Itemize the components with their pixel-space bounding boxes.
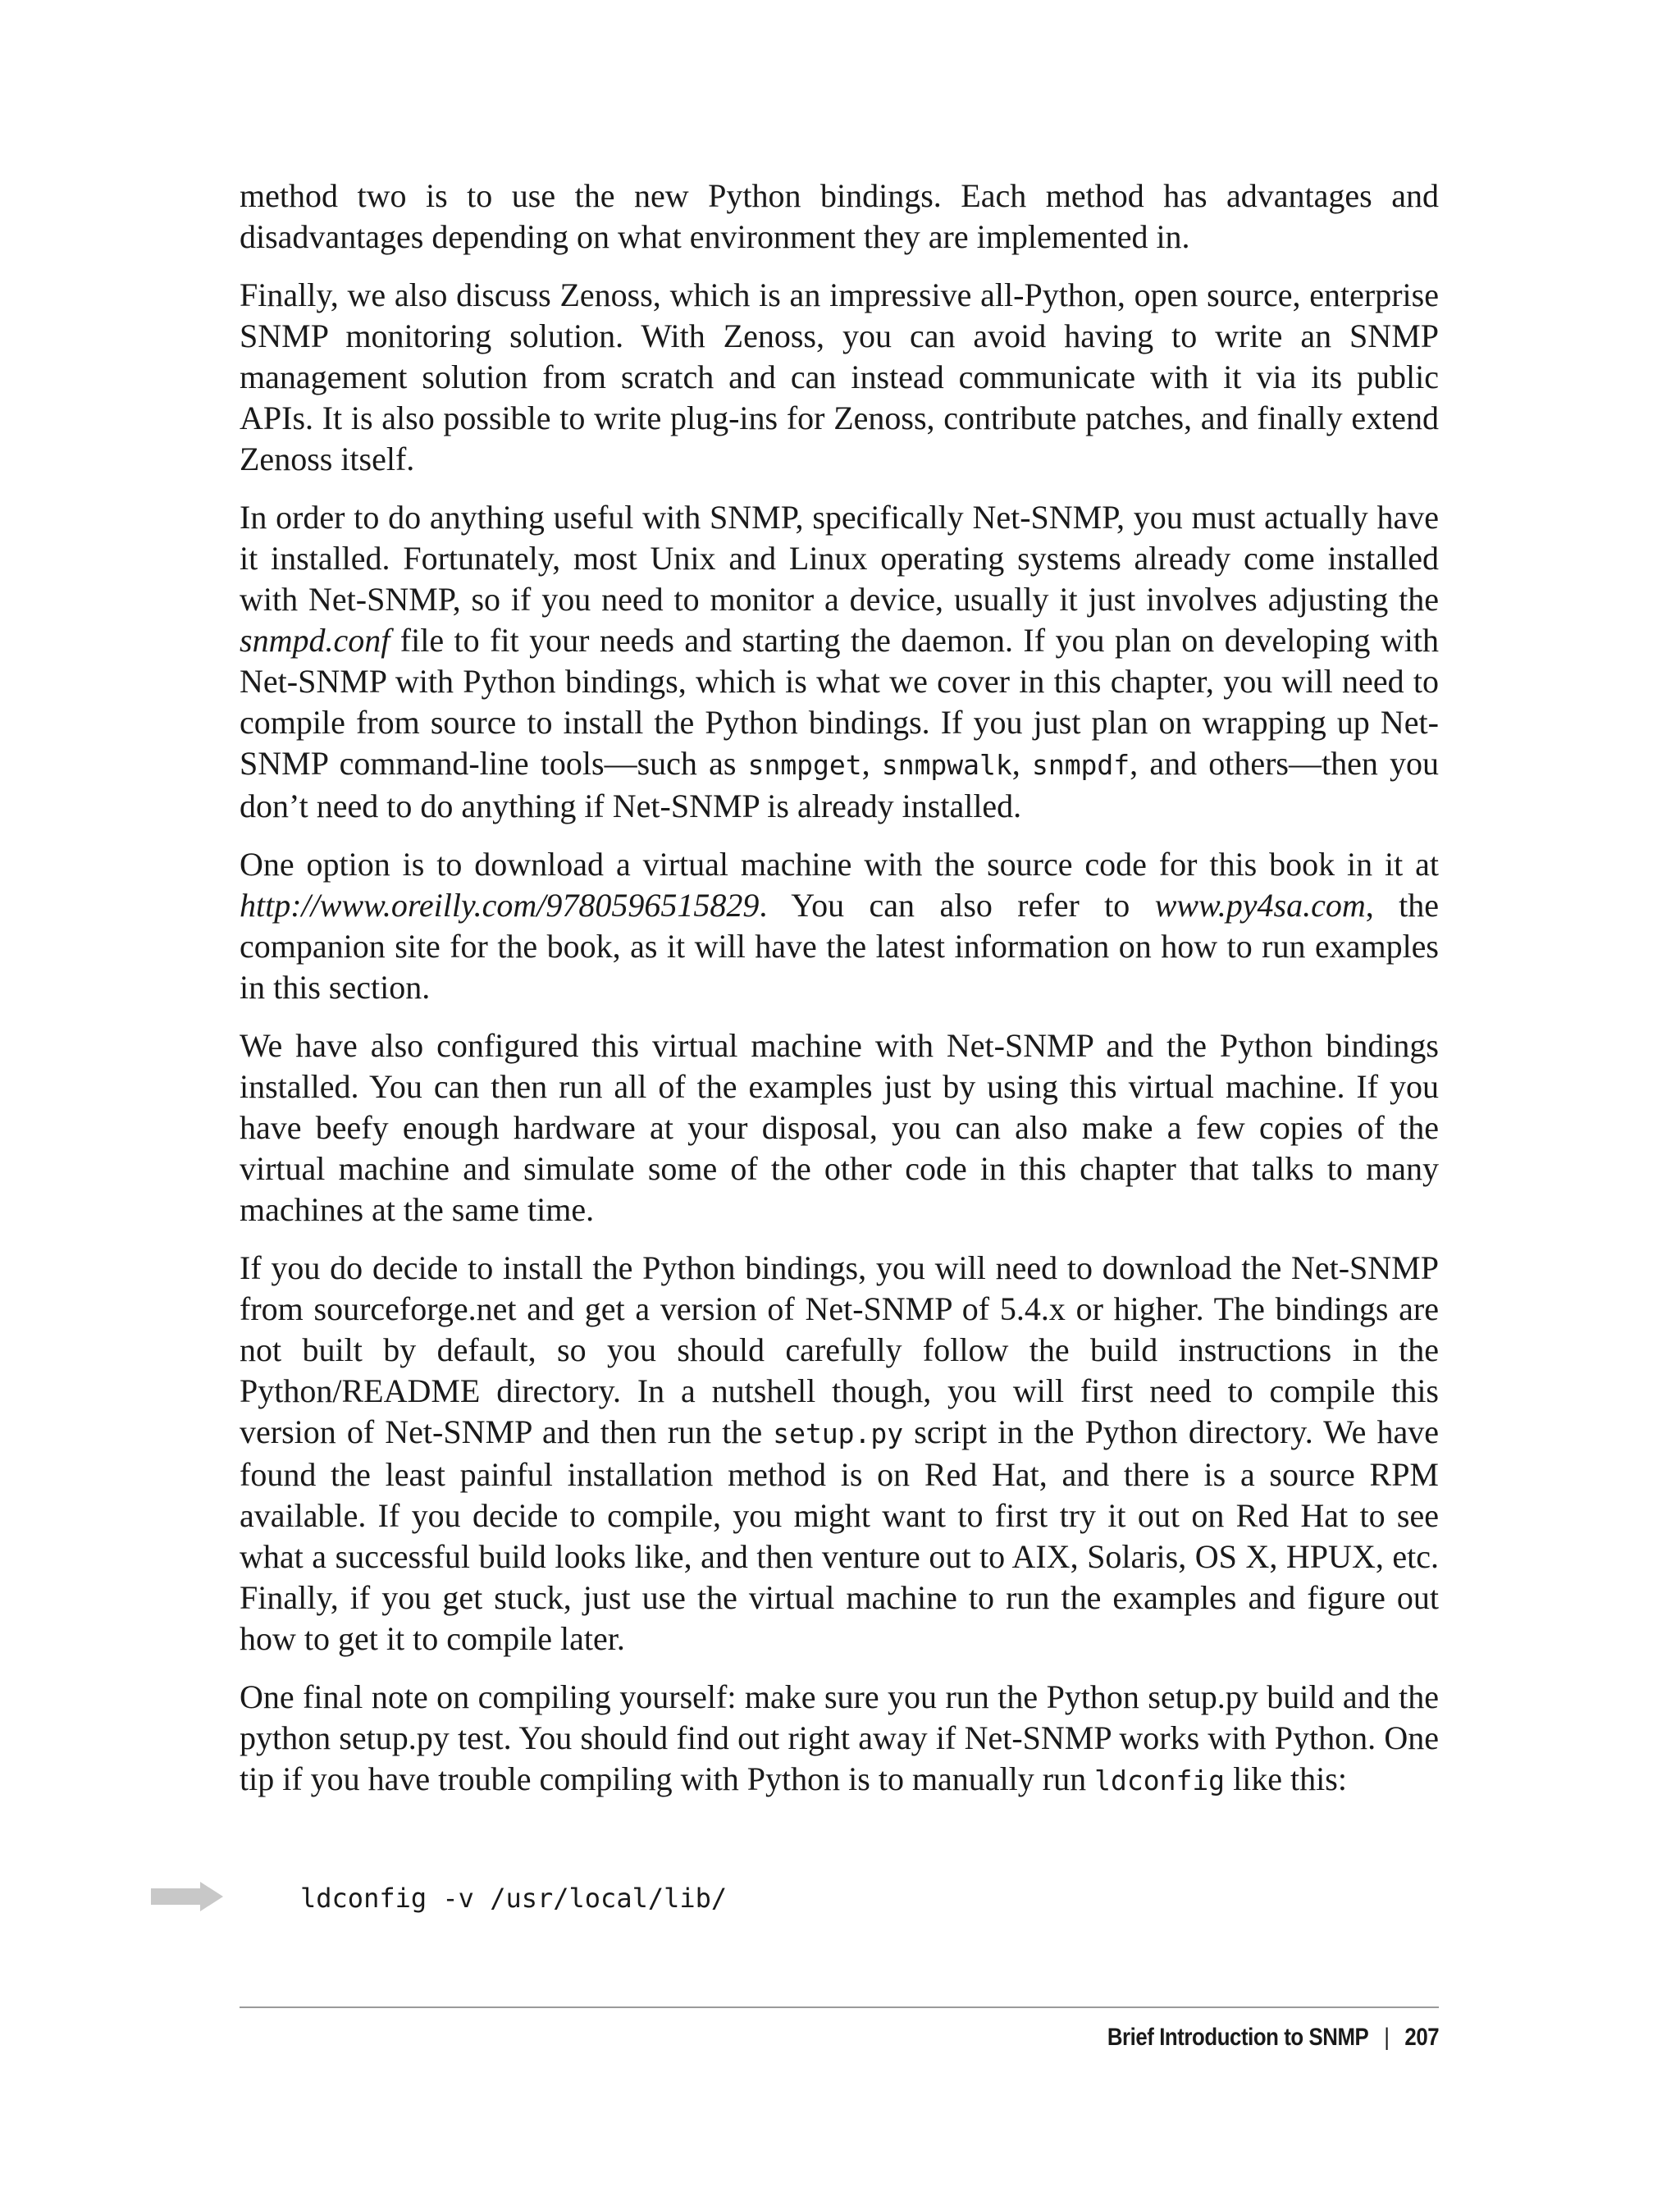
paragraph-text: If you do decide to install the Python bindings, you will need to download the Net-SNMP from sourceforge.net and get a version of Net-SNMP of 5.4.x or higher. The bindings are not built by default, so you should carefully follow the build instructions in the Python/README directory. In a nutshell though, you will first need to compile this version of Net-SNMP and then run the: [240, 1249, 1439, 1450]
paragraph: [240, 275, 1439, 480]
paragraph: [240, 176, 1439, 258]
paragraph: [240, 1025, 1439, 1230]
paragraph-text: In order to do anything useful with SNMP, specifically Net-SNMP, you must actually have it installed. Fortunately, most Unix and Linux operating systems already come installed with Net-SNMP, so if you need to monitor a device, usually it just involves adjusting the: [240, 499, 1439, 618]
paragraph-text: , and others—then you don’t need to do anything if Net-SNMP is already installed.: [240, 745, 1440, 824]
inline-code-ldconfig: ldconfig: [1094, 1764, 1226, 1796]
paragraph-text: file to fit your needs and starting the daemon. If you plan on developing with Net-SNMP with Python bindings, which is what we cover in this chapter, you will need to compile from source to install the Python bindings. If you just plan on wrapping up Net-SNMP command-line tools—such as: [240, 622, 1439, 782]
page-body: [240, 176, 1439, 1819]
inline-code-snmpget: snmpget: [747, 749, 862, 781]
paragraph: [240, 497, 1439, 827]
inline-code-snmpdf: snmpdf: [1031, 749, 1130, 781]
paragraph-text: script in the Python directory. We have found the least painful installation method is on Red Hat, and there is a source RPM available. If you decide to compile, you might want to first try it out on Red Hat to see what a successful build looks like, and then venture out to AIX, Solaris, OS X, HPUX, etc. Finally, if you get stuck, just use the virtual machine to run the examples and figure out how to get it to compile later.: [240, 1413, 1440, 1657]
filename-snmpd-conf: snmpd.conf: [240, 622, 390, 659]
link-oreilly[interactable]: http://www.oreilly.com/9780596515829: [240, 887, 760, 924]
page-footer: [1107, 2021, 1439, 2054]
page-number: 207: [1404, 2024, 1439, 2051]
inline-code-setup-py: setup.py: [773, 1418, 904, 1449]
inline-code-snmpwalk: snmpwalk: [881, 749, 1012, 781]
paragraph: [240, 1677, 1439, 1801]
paragraph-text: method two is to use the new Python bindings. Each method has advantages and disadvantages depending on what environment they are implemented in.: [240, 177, 1439, 255]
paragraph-text: Finally, we also discuss Zenoss, which is an impressive all-Python, open source, enterprise SNMP monitoring solution. With Zenoss, you can avoid having to write an SNMP management solution from scratch and can instead communicate with it via its public APIs. It is also possible to write plug-ins for Zenoss, contribute patches, and finally extend Zenoss itself.: [240, 276, 1439, 477]
paragraph-text: ,: [861, 745, 882, 782]
code-block: ldconfig -v /usr/local/lib/: [300, 1883, 728, 1914]
paragraph: [240, 844, 1439, 1008]
paragraph: [240, 1248, 1439, 1659]
right-arrow-icon: [151, 1882, 223, 1911]
footer-divider: [240, 2006, 1439, 2008]
footer-section-title: Brief Introduction to SNMP: [1107, 2024, 1369, 2051]
footer-separator: |: [1384, 2024, 1390, 2051]
paragraph-text: One final note on compiling yourself: make sure you run the Python setup.py build and the python setup.py test. You should find out right away if Net-SNMP works with Python. One tip if you have trouble compiling with Python is to manually run: [240, 1678, 1439, 1797]
link-py4sa[interactable]: www.py4sa.com: [1154, 887, 1366, 924]
paragraph-text: , the companion site for the book, as it will have the latest information on how to run examples in this section.: [240, 887, 1439, 1006]
paragraph-text: ,: [1011, 745, 1032, 782]
paragraph-text: We have also configured this virtual machine with Net-SNMP and the Python bindings installed. You can then run all of the examples just by using this virtual machine. If you have beefy enough hardware at your disposal, you can also make a few copies of the virtual machine and simulate some of the other code in this chapter that talks to many machines at the same time.: [240, 1027, 1439, 1228]
paragraph-text: One option is to download a virtual machine with the source code for this book in it at: [240, 846, 1439, 883]
paragraph-text: like this:: [1225, 1760, 1347, 1797]
paragraph-text: . You can also refer to: [759, 887, 1155, 924]
